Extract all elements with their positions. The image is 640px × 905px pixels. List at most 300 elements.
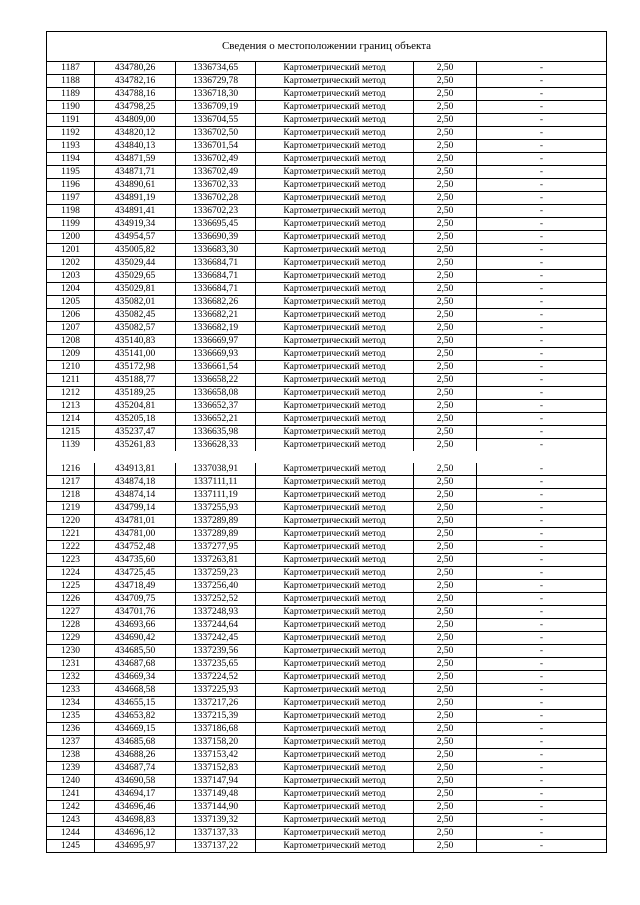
- y-coordinate-cell: 1337215,39: [176, 710, 256, 723]
- table-row: [47, 257, 606, 270]
- x-coordinate-cell: 434782,16: [95, 75, 176, 88]
- accuracy-cell: 2,50: [414, 374, 477, 387]
- method-cell: Картометрический метод: [256, 541, 414, 554]
- description-cell: -: [477, 426, 607, 439]
- table-row: [47, 788, 606, 801]
- accuracy-cell: 2,50: [414, 827, 477, 840]
- description-cell: -: [477, 75, 607, 88]
- table-row: [47, 439, 606, 452]
- y-coordinate-cell: 1337139,32: [176, 814, 256, 827]
- x-coordinate-cell: 434669,15: [95, 723, 176, 736]
- method-cell: Картометрический метод: [256, 671, 414, 684]
- accuracy-cell: 2,50: [414, 192, 477, 205]
- y-coordinate-cell: 1336729,78: [176, 75, 256, 88]
- table-row: [47, 775, 606, 788]
- description-cell: -: [477, 88, 607, 101]
- accuracy-cell: 2,50: [414, 788, 477, 801]
- point-number-cell: 1241: [47, 788, 95, 801]
- method-cell: Картометрический метод: [256, 775, 414, 788]
- description-cell: -: [477, 361, 607, 374]
- table-row: [47, 270, 606, 283]
- y-coordinate-cell: 1337252,52: [176, 593, 256, 606]
- x-coordinate-cell: 434891,19: [95, 192, 176, 205]
- method-cell: Картометрический метод: [256, 749, 414, 762]
- x-coordinate-cell: 434653,82: [95, 710, 176, 723]
- description-cell: -: [477, 335, 607, 348]
- point-number-cell: 1214: [47, 413, 95, 426]
- point-number-cell: 1217: [47, 476, 95, 489]
- table-row: [47, 231, 606, 244]
- y-coordinate-cell: 1336682,19: [176, 322, 256, 335]
- description-cell: -: [477, 528, 607, 541]
- method-cell: Картометрический метод: [256, 723, 414, 736]
- accuracy-cell: 2,50: [414, 400, 477, 413]
- y-coordinate-cell: 1336702,49: [176, 166, 256, 179]
- x-coordinate-cell: 434685,68: [95, 736, 176, 749]
- description-cell: -: [477, 749, 607, 762]
- table-row: [47, 101, 606, 114]
- table-row: [47, 489, 606, 502]
- description-cell: -: [477, 101, 607, 114]
- description-cell: -: [477, 593, 607, 606]
- description-cell: -: [477, 205, 607, 218]
- x-coordinate-cell: 435140,83: [95, 335, 176, 348]
- accuracy-cell: 2,50: [414, 426, 477, 439]
- table-row: [47, 827, 606, 840]
- method-cell: Картометрический метод: [256, 567, 414, 580]
- x-coordinate-cell: 434781,00: [95, 528, 176, 541]
- table-row: [47, 361, 606, 374]
- description-cell: -: [477, 606, 607, 619]
- description-cell: -: [477, 762, 607, 775]
- x-coordinate-cell: 434874,14: [95, 489, 176, 502]
- y-coordinate-cell: 1336709,19: [176, 101, 256, 114]
- x-coordinate-cell: 434695,97: [95, 840, 176, 853]
- point-number-cell: 1210: [47, 361, 95, 374]
- table-row: [47, 723, 606, 736]
- y-coordinate-cell: 1337111,11: [176, 476, 256, 489]
- table-row: [47, 387, 606, 400]
- point-number-cell: 1235: [47, 710, 95, 723]
- point-number-cell: 1198: [47, 205, 95, 218]
- method-cell: Картометрический метод: [256, 322, 414, 335]
- point-number-cell: 1200: [47, 231, 95, 244]
- accuracy-cell: 2,50: [414, 541, 477, 554]
- accuracy-cell: 2,50: [414, 114, 477, 127]
- y-coordinate-cell: 1337289,89: [176, 528, 256, 541]
- accuracy-cell: 2,50: [414, 335, 477, 348]
- table-row: [47, 140, 606, 153]
- point-number-cell: 1212: [47, 387, 95, 400]
- description-cell: -: [477, 374, 607, 387]
- accuracy-cell: 2,50: [414, 710, 477, 723]
- accuracy-cell: 2,50: [414, 697, 477, 710]
- accuracy-cell: 2,50: [414, 75, 477, 88]
- y-coordinate-cell: 1337289,89: [176, 515, 256, 528]
- y-coordinate-cell: 1337263,81: [176, 554, 256, 567]
- table-row: [47, 840, 606, 853]
- method-cell: Картометрический метод: [256, 554, 414, 567]
- y-coordinate-cell: 1337242,45: [176, 632, 256, 645]
- method-cell: Картометрический метод: [256, 762, 414, 775]
- point-number-cell: 1237: [47, 736, 95, 749]
- method-cell: Картометрический метод: [256, 684, 414, 697]
- y-coordinate-cell: 1336684,71: [176, 283, 256, 296]
- description-cell: -: [477, 658, 607, 671]
- point-number-cell: 1192: [47, 127, 95, 140]
- description-cell: -: [477, 231, 607, 244]
- table-row: [47, 283, 606, 296]
- method-cell: Картометрический метод: [256, 283, 414, 296]
- accuracy-cell: 2,50: [414, 606, 477, 619]
- point-number-cell: 1242: [47, 801, 95, 814]
- y-coordinate-cell: 1337038,91: [176, 463, 256, 476]
- table-row: [47, 413, 606, 426]
- description-cell: -: [477, 218, 607, 231]
- point-number-cell: 1213: [47, 400, 95, 413]
- method-cell: Картометрический метод: [256, 62, 414, 75]
- description-cell: -: [477, 270, 607, 283]
- point-number-cell: 1221: [47, 528, 95, 541]
- description-cell: -: [477, 322, 607, 335]
- x-coordinate-cell: 434840,13: [95, 140, 176, 153]
- method-cell: Картометрический метод: [256, 361, 414, 374]
- accuracy-cell: 2,50: [414, 801, 477, 814]
- accuracy-cell: 2,50: [414, 166, 477, 179]
- table-row: [47, 179, 606, 192]
- table-row: [47, 192, 606, 205]
- table-row: [47, 528, 606, 541]
- description-cell: -: [477, 400, 607, 413]
- accuracy-cell: 2,50: [414, 567, 477, 580]
- table-row: [47, 502, 606, 515]
- point-number-cell: 1197: [47, 192, 95, 205]
- point-number-cell: 1205: [47, 296, 95, 309]
- y-coordinate-cell: 1337217,26: [176, 697, 256, 710]
- y-coordinate-cell: 1337259,23: [176, 567, 256, 580]
- accuracy-cell: 2,50: [414, 762, 477, 775]
- method-cell: Картометрический метод: [256, 413, 414, 426]
- table-row: [47, 205, 606, 218]
- description-cell: -: [477, 580, 607, 593]
- accuracy-cell: 2,50: [414, 658, 477, 671]
- table-row: [47, 645, 606, 658]
- accuracy-cell: 2,50: [414, 502, 477, 515]
- description-cell: -: [477, 114, 607, 127]
- description-cell: -: [477, 801, 607, 814]
- y-coordinate-cell: 1337137,22: [176, 840, 256, 853]
- x-coordinate-cell: 435141,00: [95, 348, 176, 361]
- point-number-cell: 1211: [47, 374, 95, 387]
- point-number-cell: 1244: [47, 827, 95, 840]
- table-row: [47, 244, 606, 257]
- accuracy-cell: 2,50: [414, 736, 477, 749]
- point-number-cell: 1240: [47, 775, 95, 788]
- method-cell: Картометрический метод: [256, 840, 414, 853]
- description-cell: -: [477, 140, 607, 153]
- method-cell: Картометрический метод: [256, 140, 414, 153]
- point-number-cell: 1231: [47, 658, 95, 671]
- description-cell: -: [477, 619, 607, 632]
- x-coordinate-cell: 434752,48: [95, 541, 176, 554]
- method-cell: Картометрический метод: [256, 127, 414, 140]
- description-cell: -: [477, 645, 607, 658]
- accuracy-cell: 2,50: [414, 179, 477, 192]
- section-1-rows: [47, 62, 606, 451]
- accuracy-cell: 2,50: [414, 140, 477, 153]
- point-number-cell: 1202: [47, 257, 95, 270]
- x-coordinate-cell: 434655,15: [95, 697, 176, 710]
- x-coordinate-cell: 434687,74: [95, 762, 176, 775]
- point-number-cell: 1230: [47, 645, 95, 658]
- y-coordinate-cell: 1336701,54: [176, 140, 256, 153]
- accuracy-cell: 2,50: [414, 231, 477, 244]
- description-cell: -: [477, 244, 607, 257]
- y-coordinate-cell: 1336635,98: [176, 426, 256, 439]
- x-coordinate-cell: 434687,68: [95, 658, 176, 671]
- blank-separator-row: [47, 451, 606, 463]
- table-row: [47, 335, 606, 348]
- y-coordinate-cell: 1337158,20: [176, 736, 256, 749]
- point-number-cell: 1206: [47, 309, 95, 322]
- accuracy-cell: 2,50: [414, 387, 477, 400]
- coordinates-table: [47, 62, 606, 852]
- x-coordinate-cell: 435237,47: [95, 426, 176, 439]
- accuracy-cell: 2,50: [414, 322, 477, 335]
- method-cell: Картометрический метод: [256, 348, 414, 361]
- method-cell: Картометрический метод: [256, 205, 414, 218]
- method-cell: Картометрический метод: [256, 231, 414, 244]
- method-cell: Картометрический метод: [256, 606, 414, 619]
- method-cell: Картометрический метод: [256, 645, 414, 658]
- method-cell: Картометрический метод: [256, 244, 414, 257]
- x-coordinate-cell: 434694,17: [95, 788, 176, 801]
- point-number-cell: 1223: [47, 554, 95, 567]
- y-coordinate-cell: 1337153,42: [176, 749, 256, 762]
- y-coordinate-cell: 1336718,30: [176, 88, 256, 101]
- method-cell: Картометрический метод: [256, 270, 414, 283]
- table-row: [47, 619, 606, 632]
- method-cell: Картометрический метод: [256, 619, 414, 632]
- table-row: [47, 463, 606, 476]
- x-coordinate-cell: 434788,16: [95, 88, 176, 101]
- method-cell: Картометрический метод: [256, 257, 414, 270]
- x-coordinate-cell: 434669,34: [95, 671, 176, 684]
- y-coordinate-cell: 1337235,65: [176, 658, 256, 671]
- description-cell: -: [477, 710, 607, 723]
- description-cell: -: [477, 567, 607, 580]
- point-number-cell: 1189: [47, 88, 95, 101]
- table-row: [47, 632, 606, 645]
- method-cell: Картометрический метод: [256, 400, 414, 413]
- method-cell: Картометрический метод: [256, 801, 414, 814]
- x-coordinate-cell: 434781,01: [95, 515, 176, 528]
- description-cell: -: [477, 153, 607, 166]
- document-table-frame: [46, 31, 607, 853]
- y-coordinate-cell: 1337255,93: [176, 502, 256, 515]
- accuracy-cell: 2,50: [414, 619, 477, 632]
- point-number-cell: 1219: [47, 502, 95, 515]
- description-cell: -: [477, 671, 607, 684]
- x-coordinate-cell: 434891,41: [95, 205, 176, 218]
- x-coordinate-cell: 435205,18: [95, 413, 176, 426]
- description-cell: -: [477, 814, 607, 827]
- accuracy-cell: 2,50: [414, 439, 477, 452]
- x-coordinate-cell: 434685,50: [95, 645, 176, 658]
- x-coordinate-cell: 435261,83: [95, 439, 176, 452]
- x-coordinate-cell: 434688,26: [95, 749, 176, 762]
- method-cell: Картометрический метод: [256, 476, 414, 489]
- table-row: [47, 697, 606, 710]
- table-row: [47, 75, 606, 88]
- accuracy-cell: 2,50: [414, 580, 477, 593]
- y-coordinate-cell: 1336702,49: [176, 153, 256, 166]
- point-number-cell: 1233: [47, 684, 95, 697]
- y-coordinate-cell: 1336702,50: [176, 127, 256, 140]
- method-cell: Картометрический метод: [256, 75, 414, 88]
- table-row: [47, 567, 606, 580]
- point-number-cell: 1203: [47, 270, 95, 283]
- y-coordinate-cell: 1336682,21: [176, 309, 256, 322]
- point-number-cell: 1236: [47, 723, 95, 736]
- point-number-cell: 1222: [47, 541, 95, 554]
- point-number-cell: 1239: [47, 762, 95, 775]
- method-cell: Картометрический метод: [256, 580, 414, 593]
- x-coordinate-cell: 435005,82: [95, 244, 176, 257]
- accuracy-cell: 2,50: [414, 528, 477, 541]
- point-number-cell: 1227: [47, 606, 95, 619]
- method-cell: Картометрический метод: [256, 387, 414, 400]
- x-coordinate-cell: 435082,45: [95, 309, 176, 322]
- method-cell: Картометрический метод: [256, 658, 414, 671]
- accuracy-cell: 2,50: [414, 127, 477, 140]
- y-coordinate-cell: 1336652,37: [176, 400, 256, 413]
- table-row: [47, 166, 606, 179]
- description-cell: -: [477, 179, 607, 192]
- x-coordinate-cell: 434913,81: [95, 463, 176, 476]
- x-coordinate-cell: 434919,34: [95, 218, 176, 231]
- accuracy-cell: 2,50: [414, 244, 477, 257]
- x-coordinate-cell: 435082,57: [95, 322, 176, 335]
- y-coordinate-cell: 1336661,54: [176, 361, 256, 374]
- y-coordinate-cell: 1336684,71: [176, 270, 256, 283]
- accuracy-cell: 2,50: [414, 348, 477, 361]
- point-number-cell: 1201: [47, 244, 95, 257]
- x-coordinate-cell: 435189,25: [95, 387, 176, 400]
- y-coordinate-cell: 1337137,33: [176, 827, 256, 840]
- point-number-cell: 1228: [47, 619, 95, 632]
- table-row: [47, 580, 606, 593]
- accuracy-cell: 2,50: [414, 463, 477, 476]
- table-row: [47, 736, 606, 749]
- description-cell: -: [477, 827, 607, 840]
- accuracy-cell: 2,50: [414, 62, 477, 75]
- x-coordinate-cell: 435029,44: [95, 257, 176, 270]
- table-row: [47, 426, 606, 439]
- description-cell: -: [477, 439, 607, 452]
- accuracy-cell: 2,50: [414, 153, 477, 166]
- point-number-cell: 1208: [47, 335, 95, 348]
- method-cell: Картометрический метод: [256, 827, 414, 840]
- point-number-cell: 1139: [47, 439, 95, 452]
- x-coordinate-cell: 434693,66: [95, 619, 176, 632]
- x-coordinate-cell: 434718,49: [95, 580, 176, 593]
- table-row: [47, 658, 606, 671]
- method-cell: Картометрический метод: [256, 166, 414, 179]
- y-coordinate-cell: 1336702,28: [176, 192, 256, 205]
- y-coordinate-cell: 1336684,71: [176, 257, 256, 270]
- table-title: Сведения о местоположении границ объекта: [47, 32, 606, 62]
- method-cell: Картометрический метод: [256, 632, 414, 645]
- description-cell: -: [477, 463, 607, 476]
- x-coordinate-cell: 434780,26: [95, 62, 176, 75]
- point-number-cell: 1224: [47, 567, 95, 580]
- accuracy-cell: 2,50: [414, 723, 477, 736]
- method-cell: Картометрический метод: [256, 309, 414, 322]
- method-cell: Картометрический метод: [256, 88, 414, 101]
- point-number-cell: 1225: [47, 580, 95, 593]
- x-coordinate-cell: 435082,01: [95, 296, 176, 309]
- table-row: [47, 127, 606, 140]
- table-row: [47, 114, 606, 127]
- x-coordinate-cell: 434690,42: [95, 632, 176, 645]
- description-cell: -: [477, 541, 607, 554]
- accuracy-cell: 2,50: [414, 218, 477, 231]
- table-row: [47, 684, 606, 697]
- method-cell: Картометрический метод: [256, 439, 414, 452]
- y-coordinate-cell: 1336695,45: [176, 218, 256, 231]
- method-cell: Картометрический метод: [256, 814, 414, 827]
- y-coordinate-cell: 1336702,23: [176, 205, 256, 218]
- x-coordinate-cell: 434871,71: [95, 166, 176, 179]
- method-cell: Картометрический метод: [256, 179, 414, 192]
- point-number-cell: 1204: [47, 283, 95, 296]
- point-number-cell: 1199: [47, 218, 95, 231]
- y-coordinate-cell: 1336683,30: [176, 244, 256, 257]
- method-cell: Картометрический метод: [256, 736, 414, 749]
- y-coordinate-cell: 1337244,64: [176, 619, 256, 632]
- point-number-cell: 1194: [47, 153, 95, 166]
- table-row: [47, 309, 606, 322]
- table-row: [47, 62, 606, 75]
- x-coordinate-cell: 435029,81: [95, 283, 176, 296]
- x-coordinate-cell: 434890,61: [95, 179, 176, 192]
- description-cell: -: [477, 257, 607, 270]
- point-number-cell: 1187: [47, 62, 95, 75]
- description-cell: -: [477, 166, 607, 179]
- table-row: [47, 348, 606, 361]
- method-cell: Картометрический метод: [256, 463, 414, 476]
- x-coordinate-cell: 434725,45: [95, 567, 176, 580]
- method-cell: Картометрический метод: [256, 114, 414, 127]
- accuracy-cell: 2,50: [414, 814, 477, 827]
- y-coordinate-cell: 1337248,93: [176, 606, 256, 619]
- method-cell: Картометрический метод: [256, 296, 414, 309]
- point-number-cell: 1245: [47, 840, 95, 853]
- y-coordinate-cell: 1336658,22: [176, 374, 256, 387]
- y-coordinate-cell: 1336734,65: [176, 62, 256, 75]
- x-coordinate-cell: 434698,83: [95, 814, 176, 827]
- description-cell: -: [477, 632, 607, 645]
- description-cell: -: [477, 309, 607, 322]
- x-coordinate-cell: 435029,65: [95, 270, 176, 283]
- point-number-cell: 1188: [47, 75, 95, 88]
- method-cell: Картометрический метод: [256, 710, 414, 723]
- y-coordinate-cell: 1337239,56: [176, 645, 256, 658]
- description-cell: -: [477, 840, 607, 853]
- description-cell: -: [477, 554, 607, 567]
- point-number-cell: 1243: [47, 814, 95, 827]
